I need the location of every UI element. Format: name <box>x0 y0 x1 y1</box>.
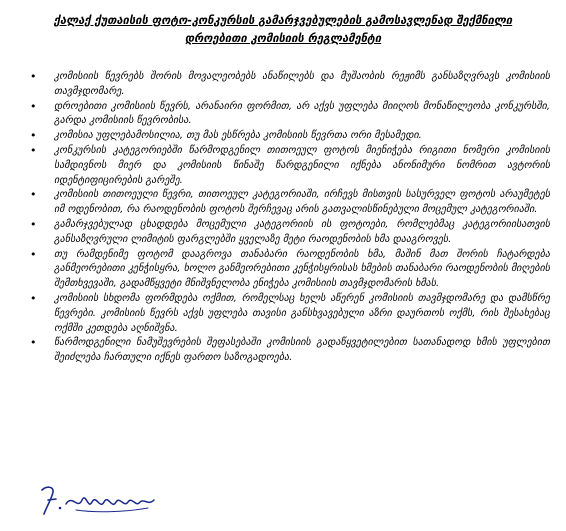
bullet-icon: • <box>30 291 37 305</box>
rule-text: გამარჯვებულად ცხადდება მოცემული კატეგორიის ის ფოტოები, რომლებმაც კატეგორიისათვის განსაზღვრული ლიმიტის ფარგლებში ყველაზე მეტი რაოდენობის ხმა დააგროვეს. <box>54 218 550 245</box>
rule-item <box>24 188 550 218</box>
rule-text: კომისია უფლებამოსილია, თუ მას ესწრება კომისიის წევრთა ორი მესამედი. <box>54 130 422 142</box>
rule-item <box>24 129 550 144</box>
bullet-icon: • <box>30 188 37 202</box>
bullet-icon: • <box>30 129 37 143</box>
bullet-icon: • <box>30 70 37 83</box>
rule-item <box>24 292 550 336</box>
rule-item <box>24 218 550 248</box>
rule-text: კომისიის სხდომა ფორმდება ოქმით, რომელსაც ხელს აწერენ კომისიის თავმჯდომარე და დამსწრე წევრები. კომისიის წევრს აქვს უფლება თავისი განსხვავებული აზრი დაურთოს ოქმს, რის შესახებაც ოქმში კეთდება აღნიშვნა. <box>54 292 550 334</box>
rule-text: დროებითი კომისიის წევრს, არანაირი ფორმით, არ აქვს უფლება მიიღოს მონაწილეობა კონკურსში, გარდა კომისიის წევრობისა. <box>54 100 550 127</box>
bullet-icon: • <box>30 99 37 113</box>
title-line-1: ქალაქ ქუთაისის ფოტო-კონკურსის გამარჯვებულების გამოსავლენად შექმნილი <box>53 14 513 27</box>
rule-text: წარმოდგენილი ნამუშევრების შეფასებაში კომისიის გადაწყვეტილებით სათანადოდ ხმის უფლებით შეიძლება ჩართული იქნეს ფართო საზოგადოება. <box>54 337 550 364</box>
rule-item <box>24 248 550 292</box>
title-line-2: დროებითი კომისიის რეგლამენტი <box>184 32 382 45</box>
bullet-icon: • <box>30 247 37 261</box>
rule-text: კონკურსის კატეგორიებში წარმოდგენილ თითოეულ ფოტოს მიენიჭება რიგითი ნომერი კომისიის სამდივნოს მიერ და კომისიის წინაშე წარდგენილი იქნება ანონიმური ნომრით ავტორის იდენტიფიცირების გარეშე. <box>54 144 550 186</box>
rules-list <box>24 70 550 366</box>
rule-item <box>24 70 550 100</box>
bullet-icon: • <box>30 336 37 350</box>
rule-text: თუ რამდენიმე ფოტომ დააგროვა თანაბარი რაოდენობის ხმა, მაშინ მათ შორის ჩატარდება განმეორებითი კენჭისყრა, ხოლო განმეორებითი კენჭისყრისას ხმების თანაბარი რაოდენობის მიღების შემთხვევაში, გადამწყვეტი მნიშვნელობა ენიჭება კომისიის თავმჯდომარის ხმას. <box>54 248 550 290</box>
rule-item <box>24 336 550 366</box>
rule-item <box>24 144 550 188</box>
rule-text: კომისიის წევრებს შორის მოვალეობებს ანაწილებს და მუშაობის რეჟიმს განსაზღვრავს კომისიის თავმჯდომარე. <box>54 71 550 97</box>
bullet-icon: • <box>30 143 37 157</box>
rule-text: კომისიის თითოეული წევრი, თითოეულ კატეგორიაში, ირჩევს მისთვის სასურველ ფოტოს არაუმეტეს იმ ოდენობით, რა რაოდენობის ფოტოს შერჩევაც არის გათვალისწინებული მოცემულ კატეგორიაში. <box>54 189 550 216</box>
bullet-icon: • <box>30 217 37 231</box>
rule-item <box>24 100 550 130</box>
document-title <box>20 12 546 48</box>
handwritten-signature <box>36 480 166 520</box>
